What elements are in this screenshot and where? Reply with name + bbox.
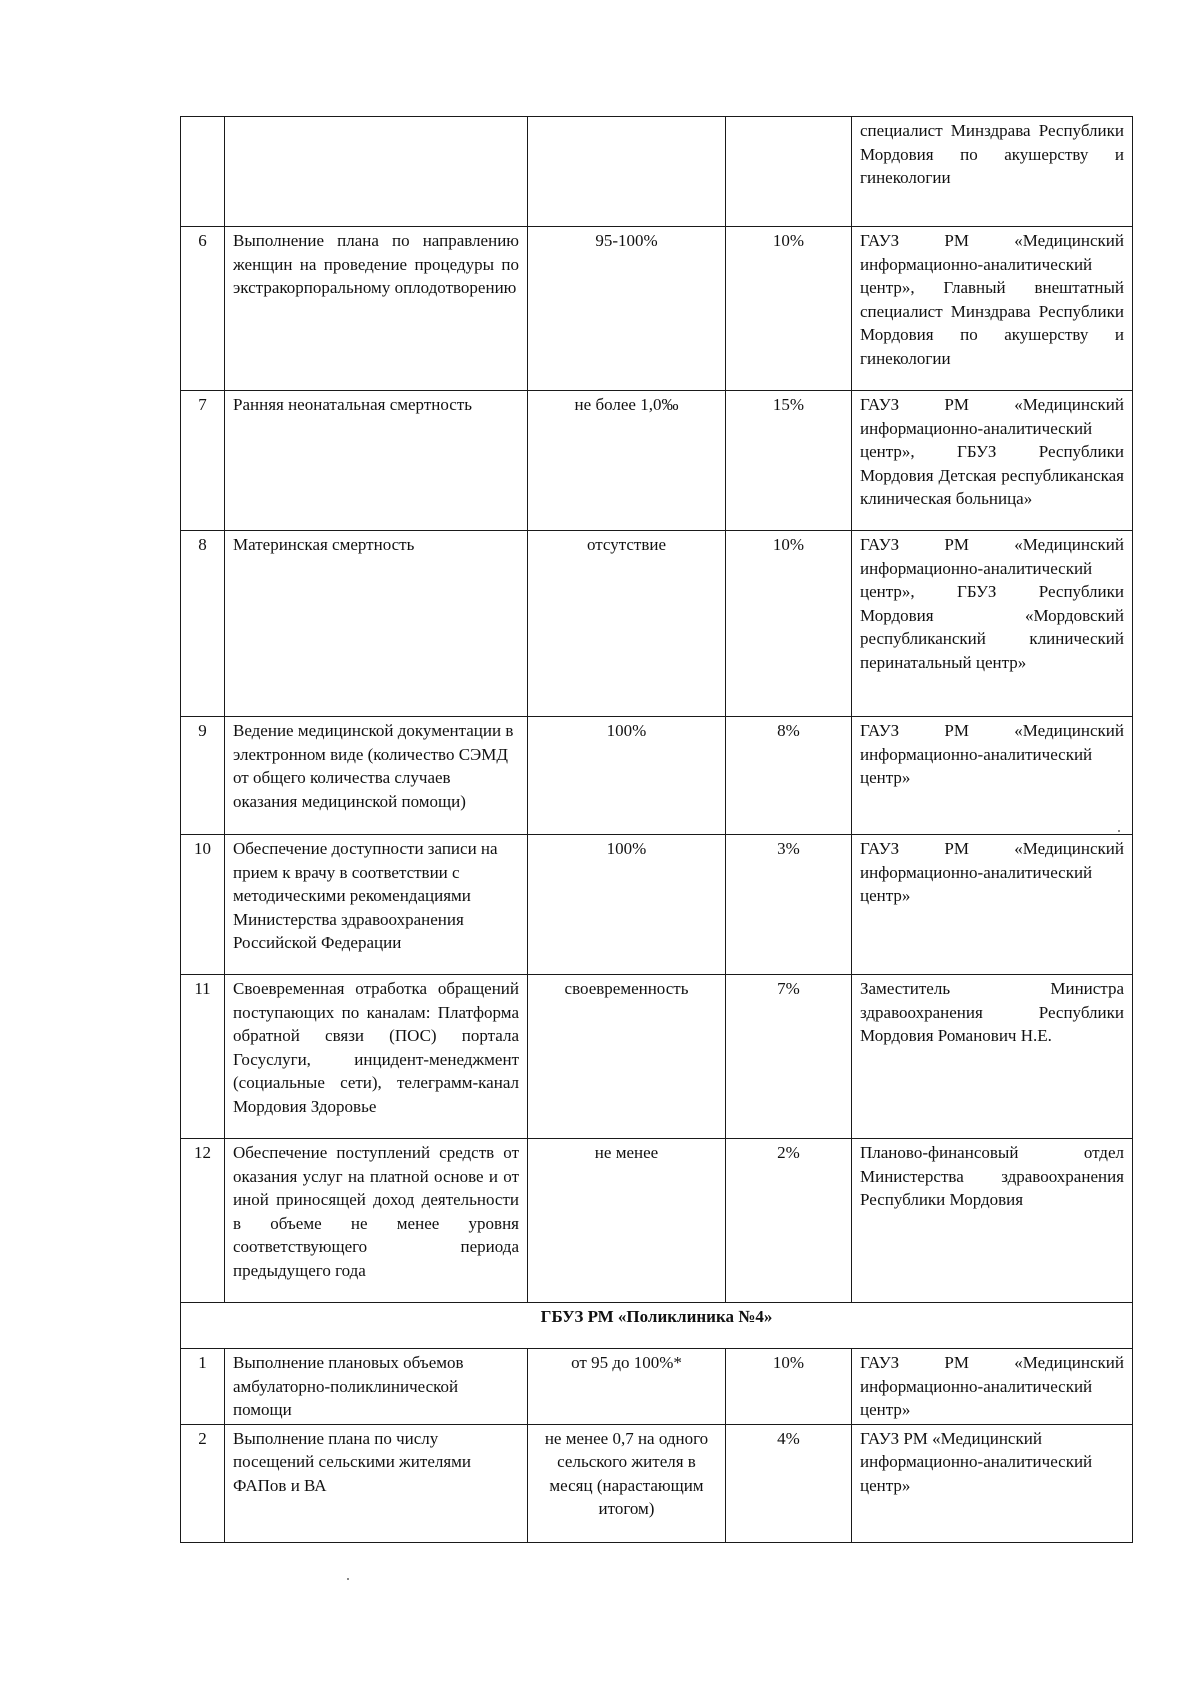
target-value: 95-100% [528,227,726,391]
indicator-text: Выполнение плана по числу посещений сельскими жителями ФАПов и ВА [225,1424,528,1542]
table-row [181,1139,1133,1303]
responsible-org: специалист Минздрава Республики Мордовия по акушерству и гинекологии [852,117,1133,227]
weight-percent: 10% [726,531,852,717]
weight-percent: 15% [726,391,852,531]
target-value [528,117,726,227]
table-row [181,531,1133,717]
weight-percent [726,117,852,227]
weight-percent: 10% [726,1349,852,1425]
row-number: 11 [181,975,225,1139]
row-number [181,117,225,227]
row-number: 2 [181,1424,225,1542]
indicator-text: Своевременная отработка обращений поступающих по каналам: Платформа обратной связи (ПОС) портала Госуслуги, инцидент-менеджмент (социальные сети), телеграмм-канал Мордовия Здоровье [225,975,528,1139]
row-number: 10 [181,835,225,975]
row-number: 8 [181,531,225,717]
indicator-text: Обеспечение поступлений средств от оказания услуг на платной основе и от иной приносящей доход деятельности в объеме не менее уровня соответствующего периода предыдущего года [225,1139,528,1303]
row-number: 7 [181,391,225,531]
scan-speck [347,1578,349,1580]
responsible-org: ГАУЗ РМ «Медицинский информационно-аналитический центр», ГБУЗ Республики Мордовия Детская республиканская клиническая больница» [852,391,1133,531]
weight-percent: 8% [726,717,852,835]
table-row [181,227,1133,391]
weight-percent: 10% [726,227,852,391]
target-value: 100% [528,835,726,975]
table-row [181,1349,1133,1425]
table-row [181,1424,1133,1542]
indicator-text: Обеспечение доступности записи на прием к врачу в соответствии с методическими рекомендациями Министерства здравоохранения Российской Федерации [225,835,528,975]
weight-percent: 4% [726,1424,852,1542]
target-value: не менее 0,7 на одного сельского жителя в месяц (нарастающим итогом) [528,1424,726,1542]
indicator-text: Выполнение плана по направлению женщин на проведение процедуры по экстракорпоральному оплодотворению [225,227,528,391]
row-number: 9 [181,717,225,835]
indicator-text [225,117,528,227]
target-value: отсутствие [528,531,726,717]
row-number: 1 [181,1349,225,1425]
section-header-row [181,1303,1133,1349]
table-row [181,975,1133,1139]
target-value: от 95 до 100%* [528,1349,726,1425]
row-number: 6 [181,227,225,391]
responsible-org: Заместитель Министра здравоохранения Республики Мордовия Романович Н.Е. [852,975,1133,1139]
responsible-org: Планово-финансовый отдел Министерства здравоохранения Республики Мордовия [852,1139,1133,1303]
responsible-org: ГАУЗ РМ «Медицинский информационно-аналитический центр» [852,835,1133,975]
target-value: своевременность [528,975,726,1139]
responsible-org: ГАУЗ РМ «Медицинский информационно-аналитический центр», Главный внештатный специалист Минздрава Республики Мордовия по акушерству и гинекологии [852,227,1133,391]
weight-percent: 3% [726,835,852,975]
indicator-text: Ведение медицинской документации в электронном виде (количество СЭМД от общего количества случаев оказания медицинской помощи) [225,717,528,835]
table-row [181,391,1133,531]
indicator-text: Выполнение плановых объемов амбулаторно-поликлинической помощи [225,1349,528,1425]
target-value: не менее [528,1139,726,1303]
indicator-text: Материнская смертность [225,531,528,717]
responsible-org: ГАУЗ РМ «Медицинский информационно-аналитический центр» [852,1349,1133,1425]
weight-percent: 7% [726,975,852,1139]
indicators-table [180,116,1133,1543]
section-title: ГБУЗ РМ «Поликлиника №4» [181,1303,1133,1349]
target-value: 100% [528,717,726,835]
table-row [181,835,1133,975]
responsible-org: ГАУЗ РМ «Медицинский информационно-аналитический центр» [852,1424,1133,1542]
table-row [181,717,1133,835]
row-number: 12 [181,1139,225,1303]
weight-percent: 2% [726,1139,852,1303]
responsible-org: ГАУЗ РМ «Медицинский информационно-аналитический центр» [852,717,1133,835]
target-value: не более 1,0‰ [528,391,726,531]
scan-speck [1118,830,1120,832]
responsible-org: ГАУЗ РМ «Медицинский информационно-аналитический центр», ГБУЗ Республики Мордовия «Мордовский республиканский клинический перинатальный центр» [852,531,1133,717]
indicator-text: Ранняя неонатальная смертность [225,391,528,531]
table-row [181,117,1133,227]
